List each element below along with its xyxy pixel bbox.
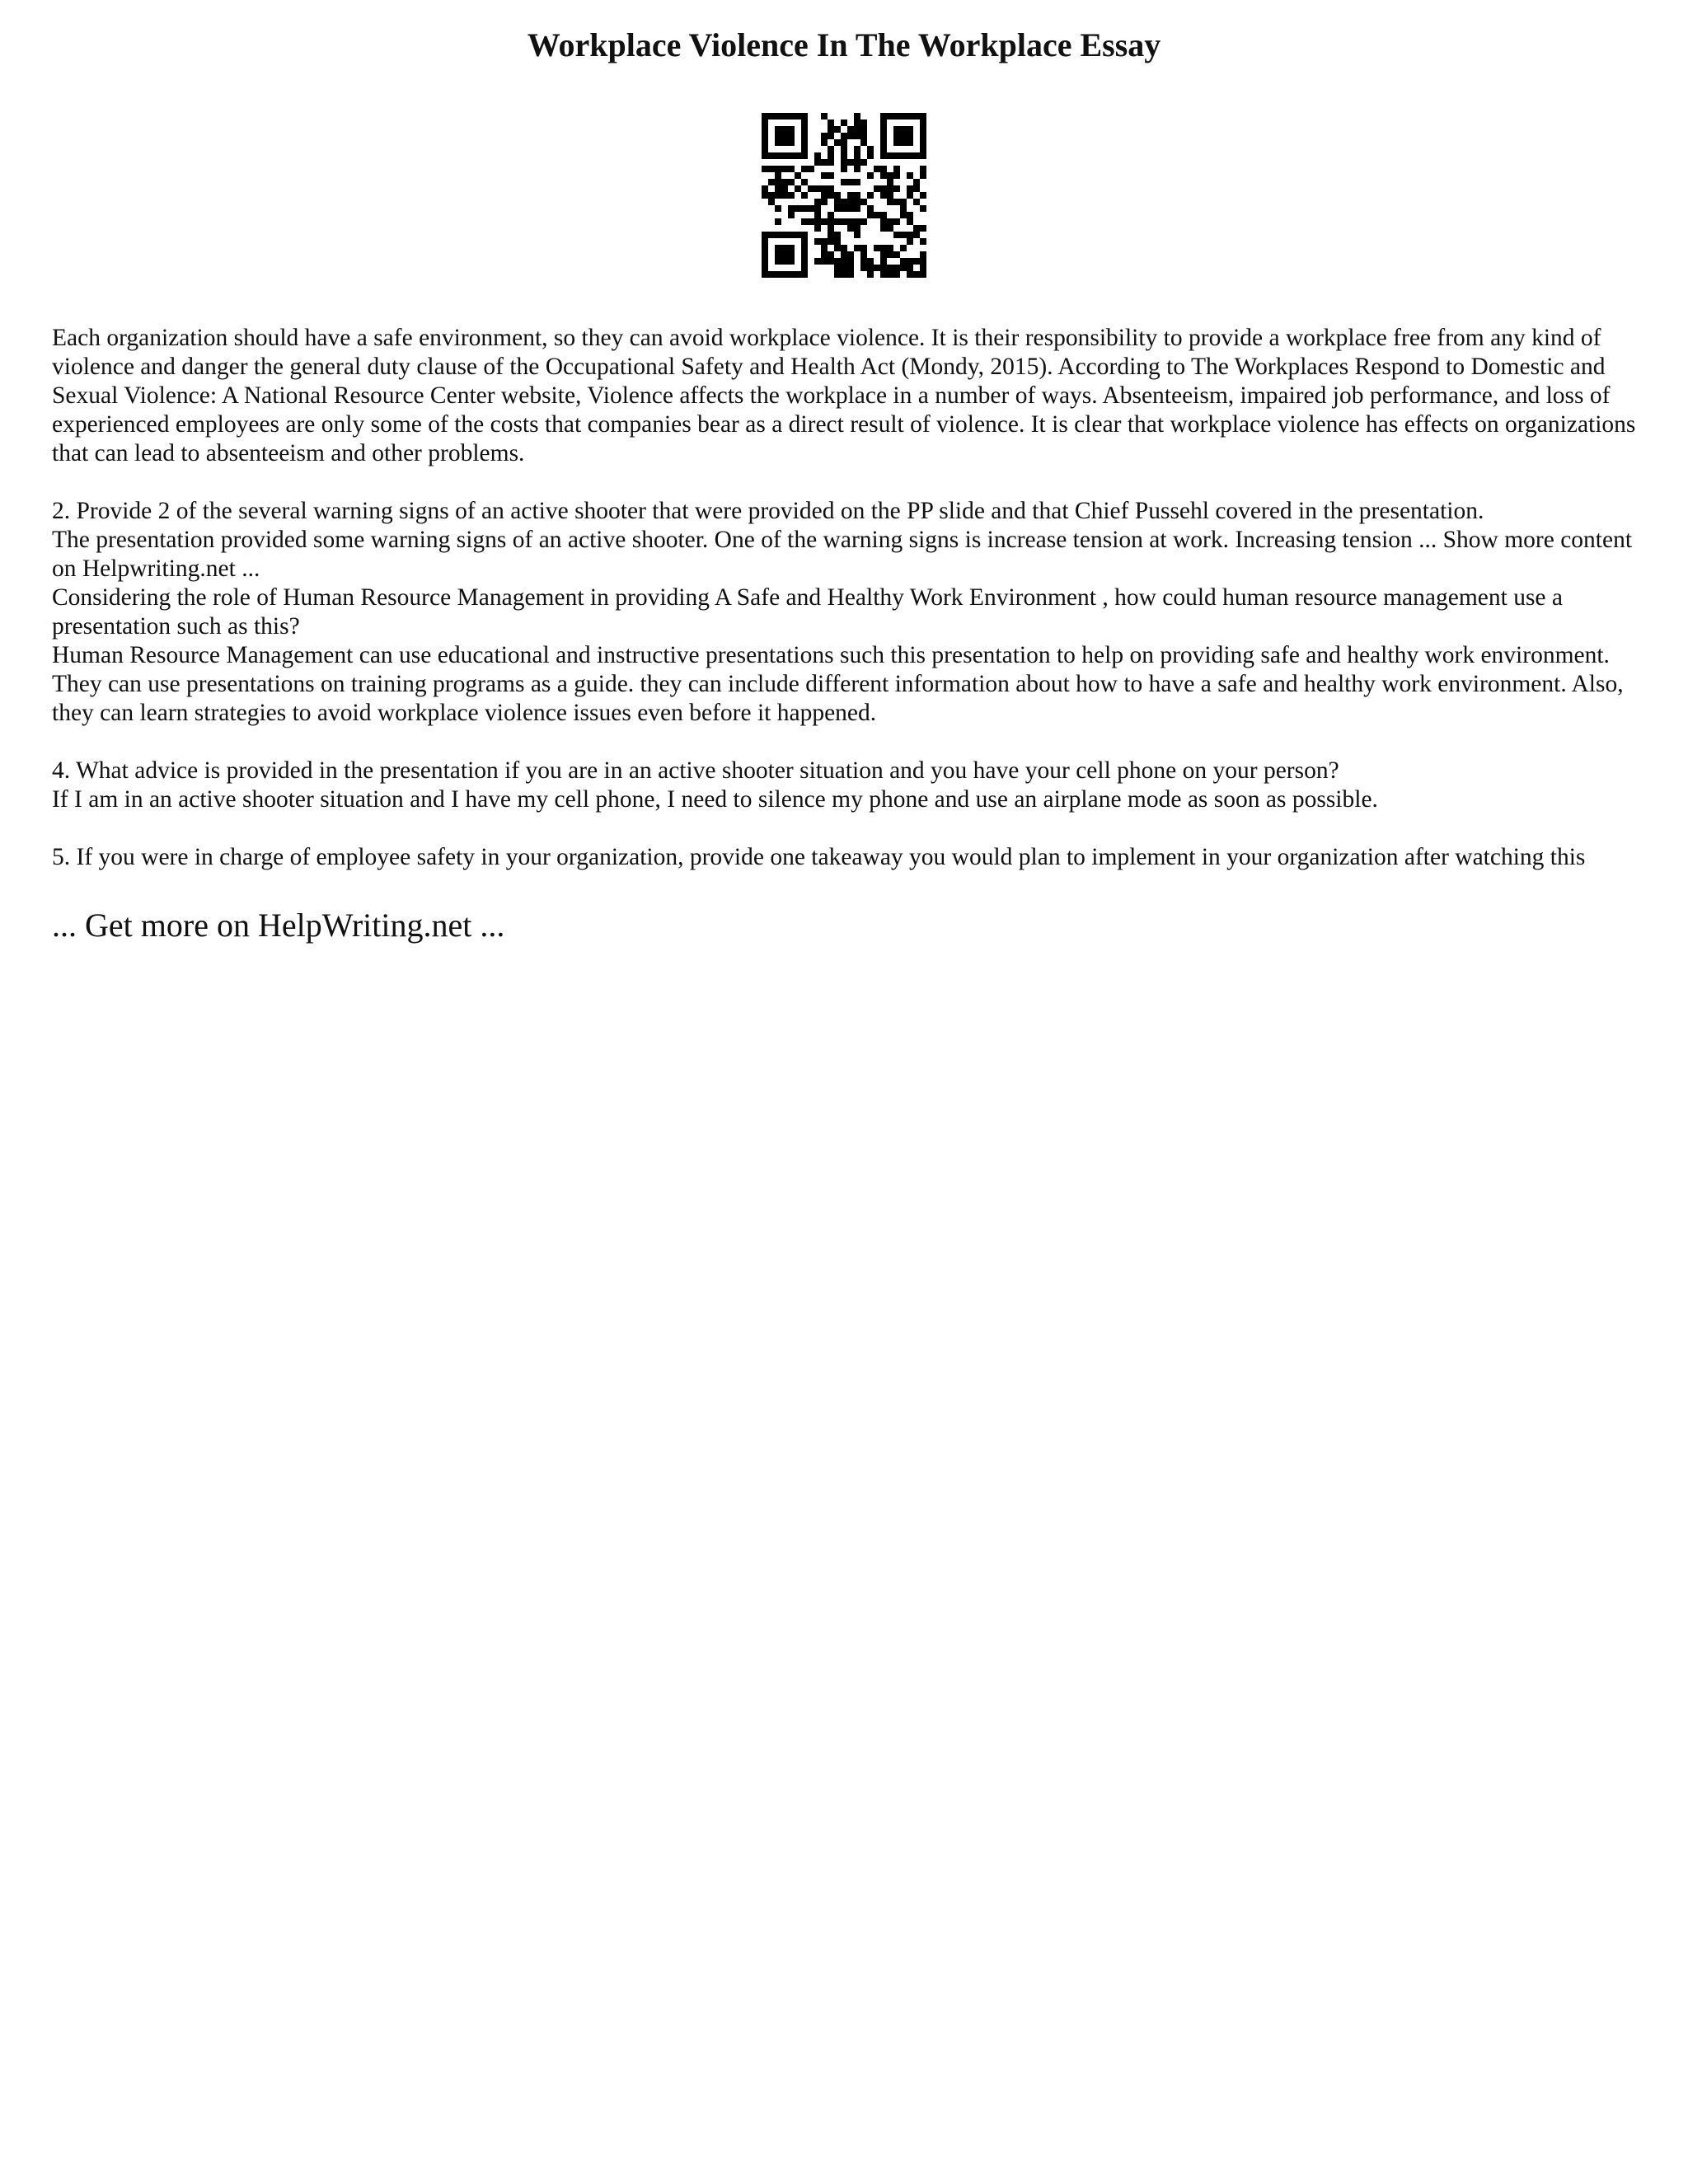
answer-4: If I am in an active shooter situation and I have my cell phone, I need to silence my phone and use an airplane mode as soon as possible.	[52, 786, 1378, 813]
essay-body	[52, 324, 1651, 872]
qr-code-icon	[762, 113, 926, 278]
question-3: Considering the role of Human Resource Management in providing A Safe and Healthy Work Environment , how could human resource management use a presentation such as this?	[52, 584, 1563, 640]
question-4: 4. What advice is provided in the presentation if you are in an active shooter situation and you have your cell phone on your person?	[52, 757, 1339, 784]
question-2: 2. Provide 2 of the several warning signs of an active shooter that were provided on the PP slide and that Chief Pussehl covered in the presentation.	[52, 498, 1484, 524]
page-title: Workplace Violence In The Workplace Essay	[527, 26, 1161, 63]
answer-2: The presentation provided some warning signs of an active shooter. One of the warning signs is increase tension at work. Increasing tension ... Show more content on Helpwriting.net ...	[52, 527, 1633, 582]
get-more-link[interactable]: ... Get more on HelpWriting.net ...	[52, 907, 505, 944]
question-5: 5. If you were in charge of employee safety in your organization, provide one takeaway you would plan to implement in your organization after watching this	[52, 844, 1586, 870]
intro-paragraph: Each organization should have a safe environment, so they can avoid workplace violence. It is their responsibility to provide a workplace free from any kind of violence and danger the general duty clause of the Occupational Safety and Health Act (Mondy, 2015). According to The Workplaces Respond to Domestic and Sexual Violence: A National Resource Center website, Violence affects the workplace in a number of ways. Absenteeism, impaired job performance, and loss of experienced employees are only some of the costs that companies bear as a direct result of violence. It is clear that workplace violence has effects on organizations that can lead to absenteeism and other problems.	[52, 325, 1636, 466]
answer-3: Human Resource Management can use educational and instructive presentations such this presentation to help on providing safe and healthy work environment. They can use presentations on training programs as a guide. they can include different information about how to have a safe and healthy work environment. Also, they can learn strategies to avoid workplace violence issues even before it happened.	[52, 642, 1624, 726]
